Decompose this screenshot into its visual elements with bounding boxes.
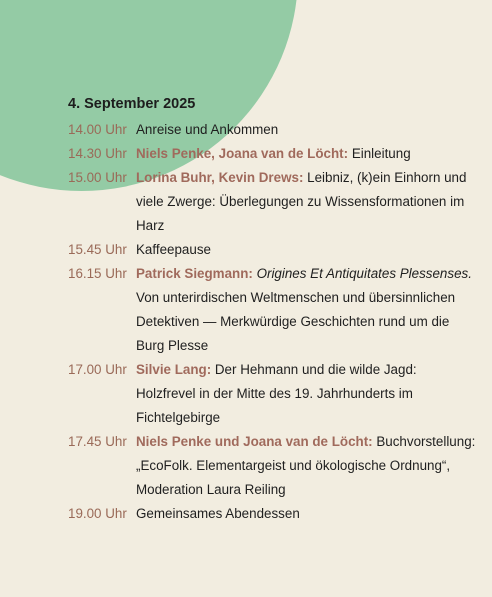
entry-text: Buchvorstellung: „EcoFolk. Elementargeist und ökologische Ordnung“, Moderation Laura Reiling (136, 434, 476, 497)
entry-text: Kaffeepause (136, 242, 211, 257)
entry-text: Einleitung (351, 146, 411, 161)
entry-time: 19.00 Uhr (68, 506, 127, 521)
entry-time: 17.00 Uhr (68, 362, 127, 377)
entry-time: 15.45 Uhr (68, 242, 127, 257)
entry-time: 14.00 Uhr (68, 122, 127, 137)
entry-speaker: Niels Penke und Joana van de Löcht: (136, 434, 373, 449)
entry-speaker: Silvie Lang: (136, 362, 212, 377)
schedule-entry (68, 238, 478, 262)
entry-time: 16.15 Uhr (68, 266, 127, 281)
entry-time: 15.00 Uhr (68, 170, 127, 185)
entry-time: 14.30 Uhr (68, 146, 127, 161)
schedule-entry (68, 118, 478, 142)
schedule-entry (68, 262, 478, 358)
entry-text: Gemeinsames Abendessen (136, 506, 300, 521)
program-schedule (68, 94, 478, 526)
entry-speaker: Patrick Siegmann: (136, 266, 253, 281)
entry-text: Der Hehmann und die wilde Jagd: Holzfrevel in der Mitte des 19. Jahrhunderts im Fichtelgebirge (136, 362, 417, 425)
schedule-entry (68, 166, 478, 238)
entry-text: Anreise und Ankommen (136, 122, 279, 137)
entry-time: 17.45 Uhr (68, 434, 127, 449)
entry-speaker: Lorina Buhr, Kevin Drews: (136, 170, 304, 185)
entry-text: Leibniz, (k)ein Einhorn und viele Zwerge: Überlegungen zu Wissensformationen im Harz (136, 170, 467, 233)
date-heading: 4. September 2025 (68, 96, 196, 112)
schedule-entry (68, 502, 478, 526)
entry-speaker: Niels Penke, Joana van de Löcht: (136, 146, 349, 161)
schedule-entry (68, 430, 478, 502)
schedule-entry (68, 358, 478, 430)
entry-title-italic: Origines Et Antiquitates Plessenses. (256, 266, 472, 281)
schedule-entry (68, 142, 478, 166)
entry-text: Von unterirdischen Weltmenschen und übersinnlichen Detektiven — Merkwürdige Geschichten rund um die Burg Plesse (136, 290, 456, 353)
